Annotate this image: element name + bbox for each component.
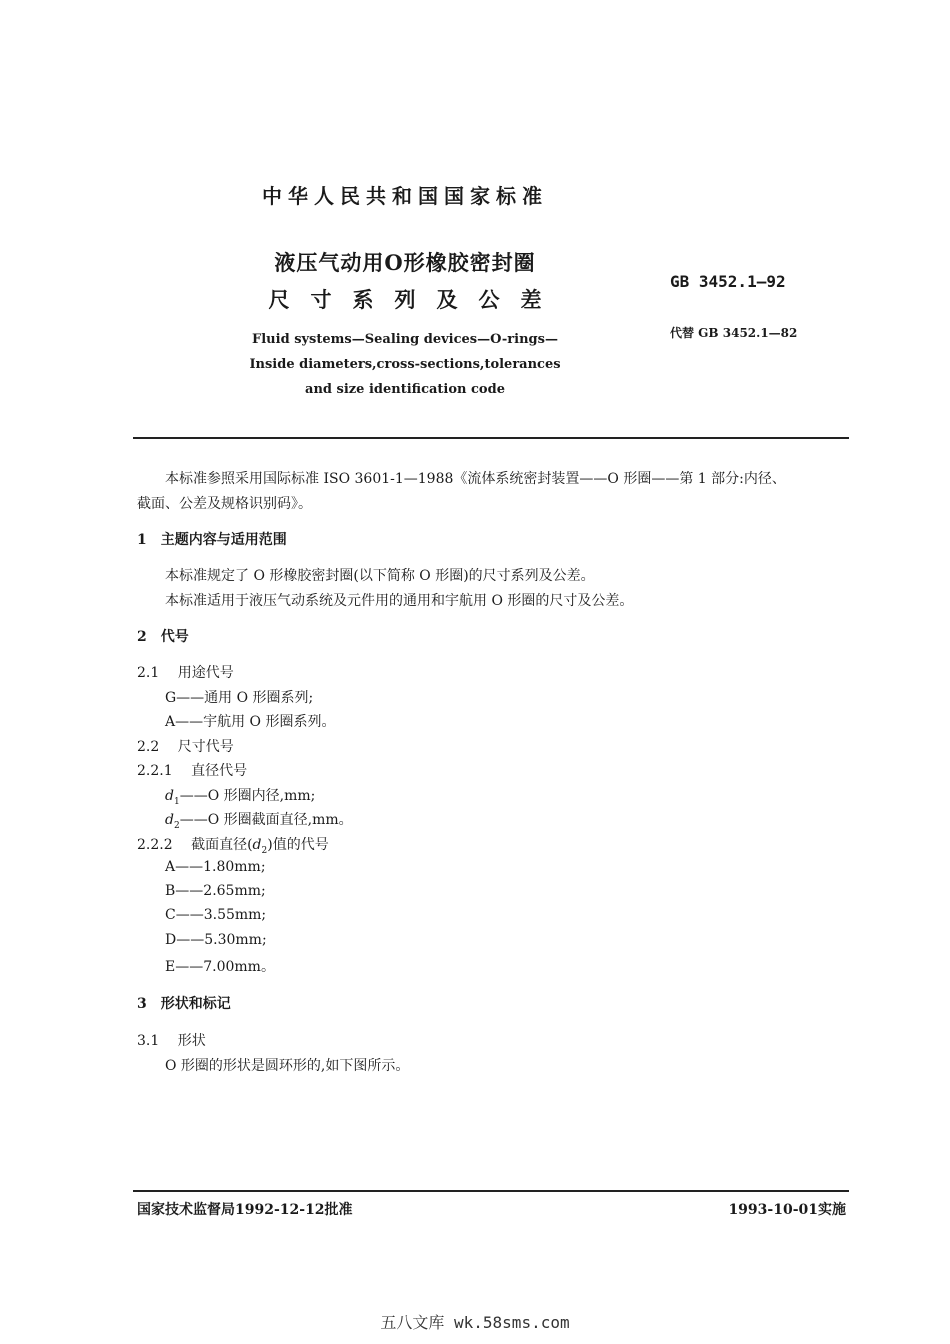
section-2-2-number: 2.2 xyxy=(137,739,160,755)
cross-section-code-b: B——2.65mm; xyxy=(165,883,266,899)
english-title-line-1: Fluid systems—Sealing devices—O-rings— xyxy=(252,332,558,347)
section-2-2-2-title-a: 截面直径( xyxy=(191,837,253,853)
section-1-para-2: 本标准适用于液压气动系统及元件用的通用和宇航用 O 形圈的尺寸及公差。 xyxy=(165,593,634,609)
cross-section-code-d: D——5.30mm; xyxy=(165,932,267,948)
diameter-code-d1 xyxy=(165,785,315,807)
section-2-2-1-number: 2.2.1 xyxy=(137,763,173,779)
section-3-1-title: 形状 xyxy=(177,1033,206,1049)
section-1-title: 1 主题内容与适用范围 xyxy=(137,532,287,548)
english-title-line-3: and size identification code xyxy=(305,382,505,397)
section-2-2-1-title: 直径代号 xyxy=(191,763,248,779)
usage-code-g: G——通用 O 形圈系列; xyxy=(165,690,314,706)
national-standard-heading: 中华人民共和国国家标准 xyxy=(262,184,548,208)
section-2-title: 2 代号 xyxy=(137,629,189,645)
d1-text: ——O 形圈内径,mm; xyxy=(179,788,316,804)
section-1-para-1: 本标准规定了 O 形橡胶密封圈(以下简称 O 形圈)的尺寸系列及公差。 xyxy=(165,568,595,584)
section-3-1-text: O 形圈的形状是圆环形的,如下图所示。 xyxy=(165,1058,410,1074)
approval-text: 国家技术监督局1992-12-12批准 xyxy=(137,1202,353,1218)
section-2-1-title: 用途代号 xyxy=(177,665,234,681)
section-2-2-2-heading xyxy=(137,834,329,856)
section-3-title: 3 形状和标记 xyxy=(137,996,231,1012)
title-line-1: 液压气动用O形橡胶密封圈 xyxy=(274,250,536,275)
watermark-text: 五八文库 wk.58sms.com xyxy=(380,1313,570,1332)
replaces-code: 代替 GB 3452.1—82 xyxy=(670,326,798,340)
header-rule xyxy=(133,437,849,439)
section-2-1-number: 2.1 xyxy=(137,665,160,681)
section-2-2-2-title-b: )值的代号 xyxy=(267,837,329,853)
section-2-2-2-number: 2.2.2 xyxy=(137,837,173,853)
diameter-code-d2 xyxy=(165,809,353,831)
section-2-1-heading xyxy=(137,662,234,682)
effective-date-text: 1993-10-01实施 xyxy=(728,1202,846,1218)
section-2-2-2-title-subscript: 2 xyxy=(261,845,268,856)
english-title-line-2: Inside diameters,cross-sections,tolerances xyxy=(249,357,561,372)
section-3-1-number: 3.1 xyxy=(137,1033,160,1049)
cross-section-code-e: E——7.00mm。 xyxy=(165,959,275,975)
d1-symbol: d xyxy=(165,788,174,804)
cross-section-code-c: C——3.55mm; xyxy=(165,907,267,923)
section-2-2-2-title-symbol: d xyxy=(252,837,262,853)
usage-code-a: A——宇航用 O 形圈系列。 xyxy=(165,714,336,730)
d1-subscript: 1 xyxy=(173,796,180,807)
d2-symbol: d xyxy=(165,812,174,828)
section-2-2-title: 尺寸代号 xyxy=(177,739,234,755)
d2-subscript: 2 xyxy=(173,820,180,831)
cross-section-code-a: A——1.80mm; xyxy=(165,859,266,875)
intro-line-2: 截面、公差及规格识别码》。 xyxy=(137,496,312,512)
standard-code: GB 3452.1—92 xyxy=(670,272,786,291)
section-3-1-heading xyxy=(137,1030,206,1050)
intro-line-1: 本标准参照采用国际标准 ISO 3601-1—1988《流体系统密封装置——O 形圈——第 1 部分:内径、 xyxy=(165,471,786,487)
d2-text: ——O 形圈截面直径,mm。 xyxy=(179,812,353,828)
footer-rule xyxy=(133,1190,849,1192)
title-line-2: 尺 寸 系 列 及 公 差 xyxy=(268,287,542,312)
section-2-2-1-heading xyxy=(137,760,247,780)
section-2-2-heading xyxy=(137,736,234,756)
